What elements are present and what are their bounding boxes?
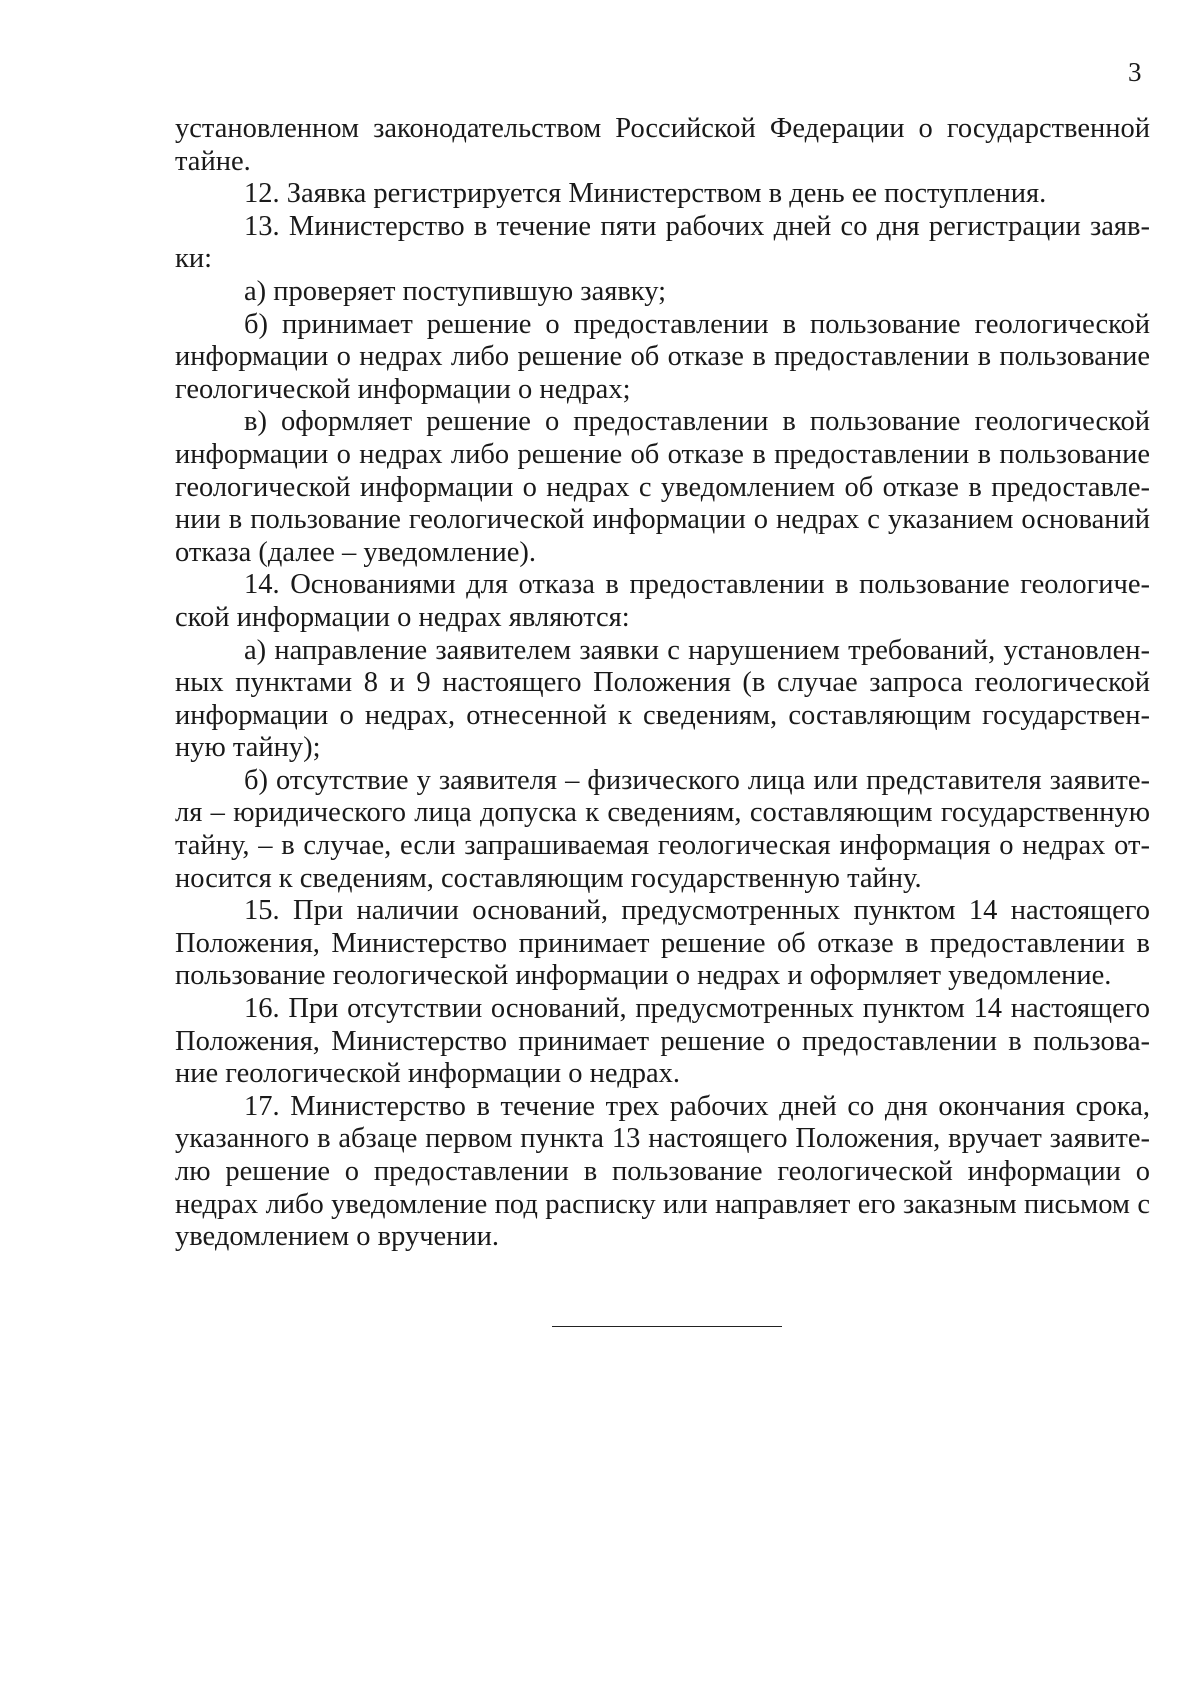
page-number: 3 [1128, 57, 1142, 87]
text-line: 13. Министерство в течение пяти рабочих дней со дня регистрации заяв- [244, 210, 1150, 242]
text-line: а) направление заявителем заявки с нарушением требований, установлен- [244, 634, 1150, 666]
text-line: ние геологической информации о недрах. [175, 1058, 680, 1090]
text-line: информации о недрах либо решение об отказе в предоставлении в пользование [175, 438, 1150, 470]
text-line: указанного в абзаце первом пункта 13 настоящего Положения, вручает заявите- [175, 1123, 1150, 1155]
text-line: в) оформляет решение о предоставлении в пользование геологической [244, 406, 1150, 438]
end-of-text-rule [552, 1326, 782, 1327]
paragraph-item-13 [175, 211, 1150, 276]
text-line: пользование геологической информации о недрах и оформляет уведомление. [175, 960, 1112, 992]
paragraph-continuation [175, 113, 1150, 178]
text-line: б) отсутствие у заявителя – физического лица или представителя заявите- [244, 764, 1150, 796]
text-line: тайне. [175, 145, 251, 177]
text-line: геологической информации о недрах; [175, 373, 631, 405]
text-line: а) проверяет поступившую заявку; [244, 275, 667, 307]
text-line: геологической информации о недрах с уведомлением об отказе в предоставле- [175, 471, 1150, 503]
text-line: 15. При наличии оснований, предусмотренных пунктом 14 настоящего [244, 895, 1150, 927]
paragraph-item-13b [175, 309, 1150, 407]
text-line: информации о недрах, отнесенной к сведениям, составляющим государствен- [175, 699, 1150, 731]
paragraph-item-13a [175, 276, 1150, 309]
text-line: Положения, Министерство принимает решение об отказе в предоставлении в [175, 927, 1150, 959]
text-line: установленном законодательством Российской Федерации о государственной [175, 113, 1150, 144]
text-line: ки: [175, 243, 213, 275]
paragraph-item-17 [175, 1091, 1150, 1254]
text-line: отказа (далее – уведомление). [175, 536, 537, 568]
text-line: информации о недрах либо решение об отказе в предоставлении в пользование [175, 341, 1150, 373]
text-line: недрах либо уведомление под расписку или направляет его заказным письмом с [175, 1188, 1150, 1220]
text-line: ных пунктами 8 и 9 настоящего Положения (в случае запроса геологической [175, 667, 1150, 699]
paragraph-item-15 [175, 895, 1150, 993]
document-body [175, 113, 1150, 1254]
text-line: уведомлением о вручении. [175, 1221, 500, 1253]
text-line: лю решение о предоставлении в пользование геологической информации о [175, 1156, 1150, 1187]
paragraph-item-16 [175, 993, 1150, 1091]
text-line: 17. Министерство в течение трех рабочих дней со дня окончания срока, [244, 1090, 1150, 1122]
paragraph-item-13v [175, 406, 1150, 569]
text-line: Положения, Министерство принимает решение о предоставлении в пользова- [175, 1025, 1150, 1057]
text-line: ную тайну); [175, 732, 321, 764]
paragraph-item-14b [175, 765, 1150, 895]
text-line: ля – юридического лица допуска к сведениям, составляющим государственную [175, 797, 1150, 829]
text-line: нии в пользование геологической информации о недрах с указанием оснований [175, 504, 1150, 536]
text-line: носится к сведениям, составляющим государственную тайну. [175, 862, 922, 894]
text-line: 14. Основаниями для отказа в предоставлении в пользование геологиче- [244, 569, 1150, 601]
text-line: б) принимает решение о предоставлении в пользование геологической [244, 308, 1150, 340]
text-line: тайну, – в случае, если запрашиваемая геологическая информация о недрах от- [175, 830, 1150, 862]
text-line: ской информации о недрах являются: [175, 601, 630, 633]
paragraph-item-14a [175, 635, 1150, 765]
text-line: 16. При отсутствии оснований, предусмотренных пунктом 14 настоящего [244, 993, 1150, 1025]
paragraph-item-12 [175, 178, 1150, 211]
paragraph-item-14 [175, 569, 1150, 634]
text-line: 12. Заявка регистрируется Министерством в день ее поступления. [244, 178, 1047, 210]
